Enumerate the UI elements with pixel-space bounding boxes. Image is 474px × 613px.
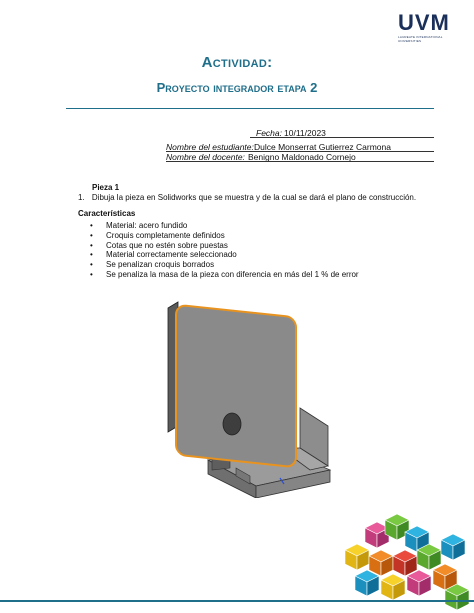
fecha-label: Fecha: [256, 128, 282, 138]
student-value: Dulce Monserrat Gutierrez Carmona [254, 142, 391, 152]
piece-title: Pieza 1 [92, 183, 120, 192]
fecha-underline [250, 137, 434, 138]
features-title: Características [78, 209, 136, 218]
page-title: Actividad: [201, 54, 273, 71]
student-label: Nombre del estudiante: [166, 142, 254, 152]
teacher-label: Nombre del docente: [166, 152, 245, 162]
meta-fecha [166, 128, 434, 138]
teacher-value: Benigno Maldonado Cornejo [248, 152, 356, 162]
features-list [90, 221, 359, 280]
title-divider [66, 108, 434, 109]
fecha-value: 10/11/2023 [284, 128, 326, 138]
meta-student [166, 142, 434, 152]
list-item: • Croquis completamente definidos [90, 231, 359, 241]
part-3d-model [150, 298, 340, 498]
uvm-logo [398, 12, 456, 42]
step-number: 1. [78, 193, 85, 202]
list-item: • Se penalizan croquis borrados [90, 260, 359, 270]
step-item [78, 193, 416, 202]
page-subtitle: Proyecto integrador etapa 2 [156, 80, 318, 95]
list-item: • Material: acero fundido [90, 221, 359, 231]
teacher-underline [166, 161, 434, 162]
logo-name: UVM [398, 10, 450, 35]
step-text: Dibuja la pieza en Solidworks que se muestra y de la cual se dará el plano de construcción. [91, 193, 417, 202]
meta-teacher [166, 152, 434, 162]
logo-tagline: LAUREATE INTERNATIONAL UNIVERSITIES [398, 35, 443, 43]
list-item: • Cotas que no estén sobre puestas [90, 241, 359, 251]
decorative-cubes [325, 510, 474, 613]
list-item: • Se penaliza la masa de la pieza con diferencia en más del 1 % de error [90, 270, 359, 280]
list-item: • Material correctamente seleccionado [90, 250, 359, 260]
bottom-rule [0, 600, 474, 602]
